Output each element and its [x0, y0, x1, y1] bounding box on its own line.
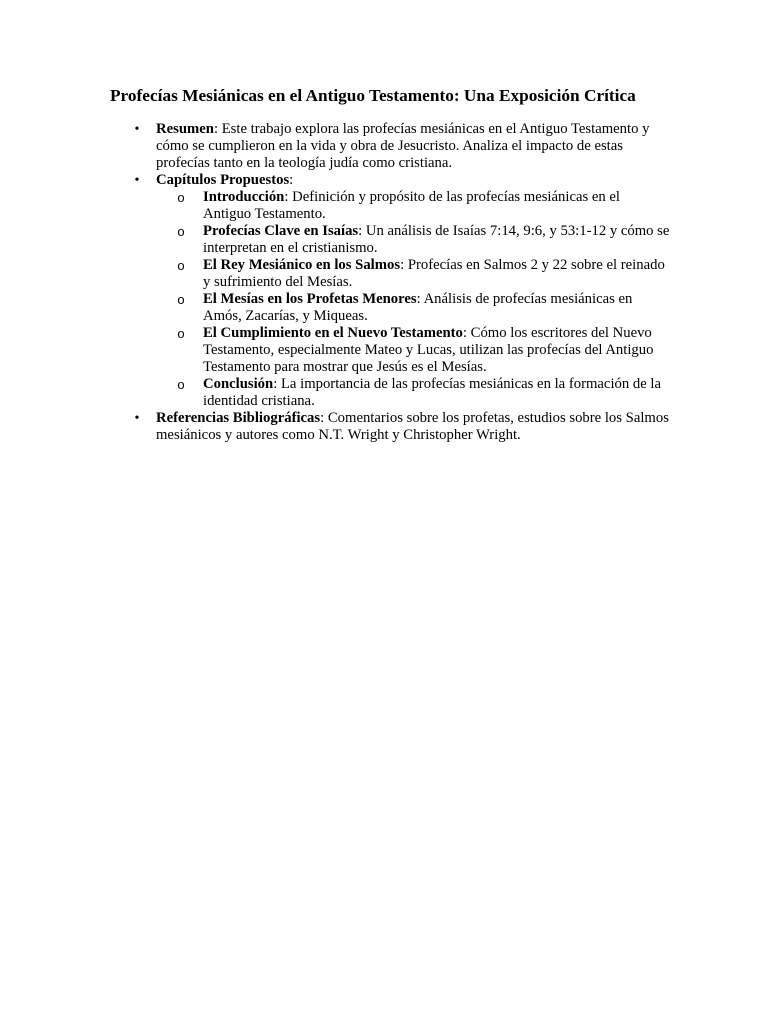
list-item-referencias: [134, 410, 670, 444]
item-text: : Comentarios sobre los profetas, estudios sobre los Salmos mesiánicos y autores como N.T. Wright y Christopher Wright.: [156, 410, 669, 443]
bullet-icon: •: [134, 411, 140, 426]
list-item-capitulos: [134, 172, 670, 410]
item-text: :: [289, 172, 294, 188]
circle-bullet-icon: o: [177, 326, 185, 341]
chapter-term: Conclusión: [203, 376, 274, 392]
chapter-text: : La importancia de las profecías mesiánicas en la formación de la identidad cristiana.: [203, 376, 662, 409]
document-title: Profecías Mesiánicas en el Antiguo Testamento: Una Exposición Crítica: [110, 86, 636, 105]
chapter-text: : Cómo los escritores del Nuevo Testamento, especialmente Mateo y Lucas, utilizan las profecías del Antiguo Testamento para mostrar que Jesús es el Mesías.: [203, 325, 654, 375]
main-list: [110, 121, 670, 444]
item-term: Referencias Bibliográficas: [156, 410, 321, 426]
chapter-term: El Mesías en los Profetas Menores: [203, 291, 417, 307]
chapter-item: [177, 376, 670, 410]
chapter-text: : Profecías en Salmos 2 y 22 sobre el reinado y sufrimiento del Mesías.: [203, 257, 665, 290]
circle-bullet-icon: o: [177, 190, 185, 205]
chapter-term: El Cumplimiento en el Nuevo Testamento: [203, 325, 463, 341]
chapter-item: [177, 257, 670, 291]
bullet-icon: •: [134, 173, 140, 188]
circle-bullet-icon: o: [177, 258, 185, 273]
chapter-term: Profecías Clave en Isaías: [203, 223, 359, 239]
document-body: [110, 121, 670, 444]
chapter-item: [177, 189, 670, 223]
circle-bullet-icon: o: [177, 292, 185, 307]
bullet-icon: •: [134, 122, 140, 137]
circle-bullet-icon: o: [177, 377, 185, 392]
item-text: : Este trabajo explora las profecías mesiánicas en el Antiguo Testamento y cómo se cumplieron en la vida y obra de Jesucristo. Analiza el impacto de estas profecías tanto en la teología judía como cristiana.: [156, 121, 650, 171]
chapter-item: [177, 291, 670, 325]
circle-bullet-icon: o: [177, 224, 185, 239]
item-term: Resumen: [156, 121, 214, 137]
chapter-term: El Rey Mesiánico en los Salmos: [203, 257, 401, 273]
item-term: Capítulos Propuestos: [156, 172, 290, 188]
chapter-list: [156, 189, 670, 410]
chapter-text: : Definición y propósito de las profecías mesiánicas en el Antiguo Testamento.: [203, 189, 621, 222]
list-item-resumen: [134, 121, 670, 172]
chapter-item: [177, 325, 670, 376]
chapter-text: : Análisis de profecías mesiánicas en Amós, Zacarías, y Miqueas.: [203, 291, 633, 324]
chapter-term: Introducción: [203, 189, 285, 205]
chapter-text: : Un análisis de Isaías 7:14, 9:6, y 53:1-12 y cómo se interpretan en el cristianismo.: [203, 223, 670, 256]
chapter-item: [177, 223, 670, 257]
